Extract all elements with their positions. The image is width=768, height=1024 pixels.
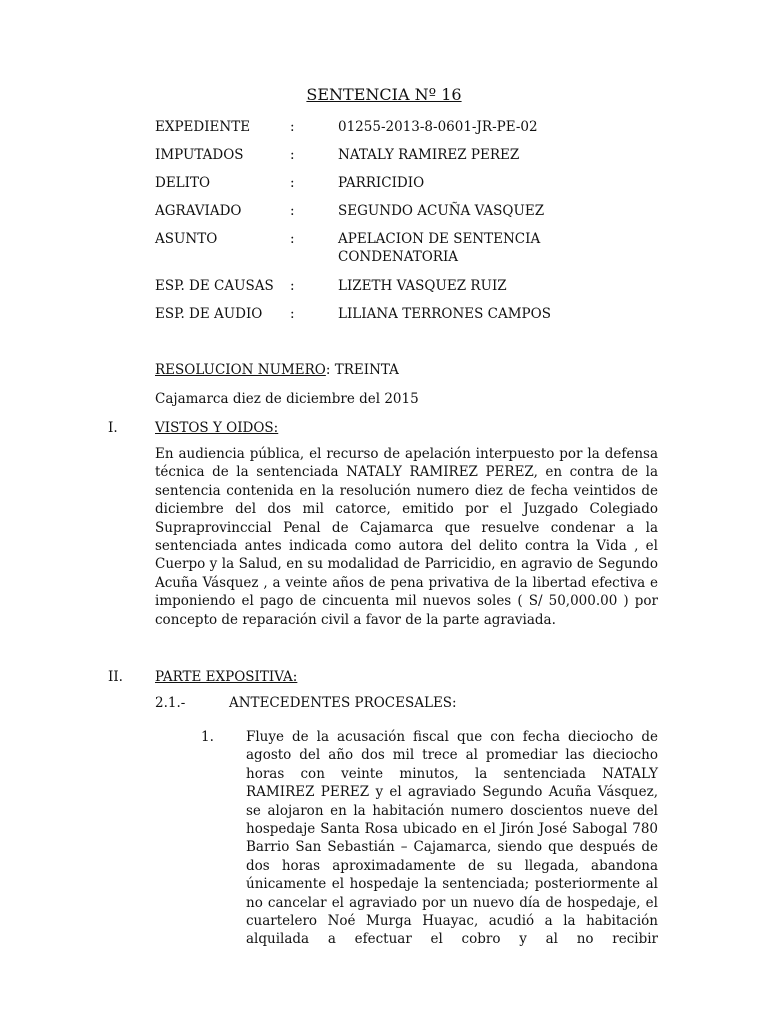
header-row-esp-causas <box>155 277 575 297</box>
section-2-numeral: II. <box>108 669 123 685</box>
header-value: 01255-2013-8-0601-JR-PE-02 <box>338 119 538 135</box>
header-colon: : <box>290 278 295 294</box>
header-colon: : <box>290 306 295 322</box>
section-1-heading: VISTOS Y OIDOS: <box>155 420 279 436</box>
header-colon: : <box>290 119 295 135</box>
item-paragraph: Fluye de la acusación fiscal que con fecha dieciocho de agosto del año dos mil trece al promediar las dieciocho horas con veinte minutos, la sentenciada NATALY RAMIREZ PEREZ y el agraviado Segundo Acuña Vásquez, se alojaron en la habitación numero doscientos nueve del hospedaje Santa Rosa ubicado en el Jirón José Sabogal 780 Barrio San Sebastián – Cajamarca, siendo que después de dos horas aproximadamente de su llegada, abandona únicamente el hospedaje la sentenciada; posteriormente al no cancelar el agraviado por un nuevo día de hospedaje, el cuartelero Noé Murga Huayac, acudió a la habitación alquilada a efectuar el cobro y al no recibir <box>246 729 658 948</box>
header-label: ESP. DE AUDIO <box>155 306 263 322</box>
header-value: LIZETH VASQUEZ RUIZ <box>338 278 507 294</box>
section-2-heading: PARTE EXPOSITIVA: <box>155 669 298 685</box>
subsection-number: 2.1.- <box>155 695 186 711</box>
header-row-imputados <box>155 146 575 166</box>
header-value: NATALY RAMIREZ PEREZ <box>338 147 520 163</box>
header-label: ASUNTO <box>155 231 218 247</box>
header-row-expediente <box>155 118 575 138</box>
header-value: PARRICIDIO <box>338 175 425 191</box>
resolution-line <box>155 361 399 379</box>
header-label: DELITO <box>155 175 211 191</box>
section-1-paragraph: En audiencia pública, el recurso de apelación interpuesto por la defensa técnica de la sentenciada NATALY RAMIREZ PEREZ, en contra de la sentencia contenida en la resolución numero diez de fecha veintidos de diciembre del dos mil catorce, emitido por el Juzgado Colegiado Supraprovinccial Penal de Cajamarca que resuelve condenar a la sentenciada antes indicada como autora del delito contra la Vida , el Cuerpo y la Salud, en su modalidad de Parricidio, en agravio de Segundo Acuña Vásquez , a veinte años de pena privativa de la libertad efectiva e imponiendo el pago de cincuenta mil nuevos soles ( S/ 50,000.00 ) por concepto de reparación civil a favor de la parte agraviada. <box>155 446 658 628</box>
header-label: ESP. DE CAUSAS <box>155 278 274 294</box>
header-row-agraviado <box>155 202 575 222</box>
header-colon: : <box>290 203 295 219</box>
header-row-esp-audio <box>155 305 575 325</box>
section-1-numeral: I. <box>108 420 118 436</box>
header-row-asunto <box>155 230 575 270</box>
place-date: Cajamarca diez de diciembre del 2015 <box>155 391 419 407</box>
header-colon: : <box>290 147 295 163</box>
resolution-label: RESOLUCION NUMERO <box>155 362 326 378</box>
subsection-heading: ANTECEDENTES PROCESALES: <box>229 695 457 711</box>
header-value: SEGUNDO ACUÑA VASQUEZ <box>338 203 545 219</box>
header-row-delito <box>155 174 575 194</box>
header-label: EXPEDIENTE <box>155 119 251 135</box>
item-number: 1. <box>201 729 214 745</box>
header-colon: : <box>290 231 295 247</box>
header-label: IMPUTADOS <box>155 147 244 163</box>
header-colon: : <box>290 175 295 191</box>
header-value: LILIANA TERRONES CAMPOS <box>338 306 551 322</box>
header-label: AGRAVIADO <box>155 203 242 219</box>
document-title: SENTENCIA Nº 16 <box>306 85 462 104</box>
header-value: APELACION DE SENTENCIA CONDENATORIA <box>338 231 541 266</box>
resolution-value: : TREINTA <box>325 362 399 378</box>
